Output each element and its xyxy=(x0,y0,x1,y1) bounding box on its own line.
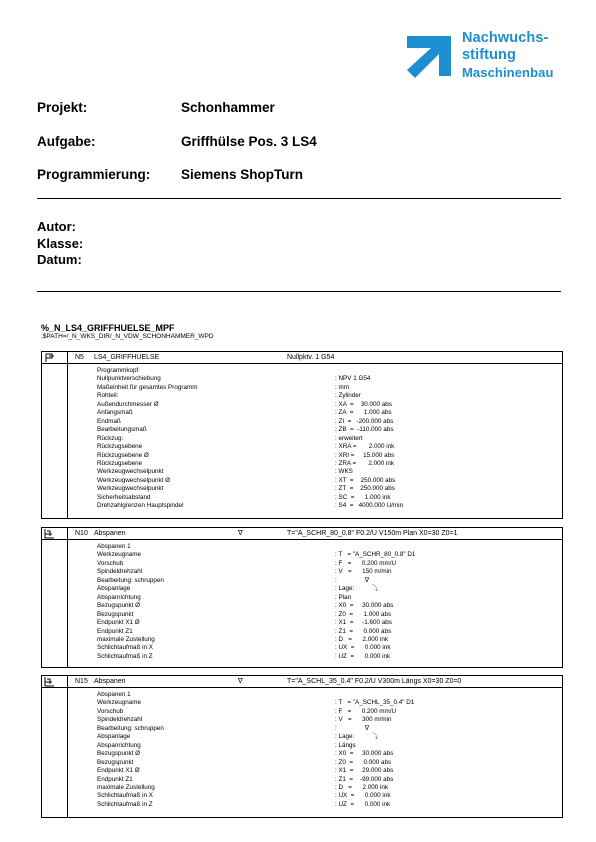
param-label: Rückzugsebene xyxy=(97,459,143,467)
param-value: : D = 2.000 ink xyxy=(335,783,389,791)
logo-line-2: stiftung xyxy=(462,47,516,63)
param-row xyxy=(42,392,562,400)
param-row xyxy=(42,409,562,417)
param-row xyxy=(42,742,562,750)
param-row xyxy=(42,628,562,636)
block-header-n5 xyxy=(41,351,563,364)
param-value: : UZ = 0.000 ink xyxy=(335,652,391,660)
block-body-n10 xyxy=(41,540,563,668)
param-value: : F = 0.200 mm/U xyxy=(335,707,397,715)
param-label: Sicherheitsabstand xyxy=(97,493,151,501)
param-value: : F = 0.200 mm/U xyxy=(335,559,397,567)
param-label: Drehzahlgrenzen Hauptspindel xyxy=(97,502,184,510)
param-value: : Längs xyxy=(335,741,356,749)
param-label: Bezugspunkt Ø xyxy=(97,602,141,610)
abspanen-icon xyxy=(42,676,68,687)
abspanen-icon xyxy=(42,528,68,539)
param-row xyxy=(42,401,562,409)
param-row xyxy=(42,792,562,800)
projekt-label: Projekt: xyxy=(37,100,88,115)
block-name: Abspanen xyxy=(94,529,126,537)
param-value: : UX = 0.000 ink xyxy=(335,792,391,800)
param-row xyxy=(42,733,562,741)
param-label: Rohteil: xyxy=(97,392,119,400)
param-row xyxy=(42,619,562,627)
param-value: : Z1 = -99.000 abs xyxy=(335,775,394,783)
param-value: : UZ = 0.000 ink xyxy=(335,800,391,808)
param-row xyxy=(42,477,562,485)
param-row xyxy=(42,426,562,434)
param-label: Endpunkt Z1 xyxy=(97,627,133,635)
param-value: : X0 = 30.000 abs xyxy=(335,750,394,758)
param-label: Abspanen 1 xyxy=(97,543,131,550)
param-label: Schlichtaufmaß in X xyxy=(97,644,153,652)
param-value: : NPV 1 G54 xyxy=(335,375,371,383)
param-value: : T = "A_SCHR_80_0.8" D1 xyxy=(335,551,416,559)
param-row xyxy=(42,725,562,733)
block-header-n10 xyxy=(41,527,563,540)
param-label: Abspanrichtung xyxy=(97,741,141,749)
param-value: : Lage: ⤵ xyxy=(335,585,379,593)
block-number: N5 xyxy=(75,353,84,361)
param-value: : X1 = 29.000 abs xyxy=(335,767,394,775)
param-label: Spindeldrehzahl xyxy=(97,716,143,724)
block-info: T="A_SCHR_80_0.8" F0.2/U V150m Plan X0=30 Z0=1 xyxy=(287,529,458,537)
block-header-n15 xyxy=(41,675,563,688)
param-label: Anfangsmaß xyxy=(97,409,133,417)
param-row xyxy=(42,560,562,568)
param-row xyxy=(42,418,562,426)
param-row xyxy=(42,367,562,375)
block-name: Abspanen xyxy=(94,677,126,685)
param-label: Endmaß xyxy=(97,417,121,425)
block-body-n5 xyxy=(41,364,563,519)
param-row xyxy=(42,801,562,809)
param-value: : XT = 250.000 abs xyxy=(335,476,396,484)
param-value: : XRI = 15.000 abs xyxy=(335,451,395,459)
param-row xyxy=(42,759,562,767)
param-label: Spindeldrehzahl xyxy=(97,568,143,576)
block-number: N10 xyxy=(75,529,88,537)
param-row xyxy=(42,435,562,443)
param-label: Abspanlage xyxy=(97,733,131,741)
param-row xyxy=(42,708,562,716)
param-row xyxy=(42,375,562,383)
param-value: : V = 150 m/min xyxy=(335,568,392,576)
param-row xyxy=(42,452,562,460)
param-label: Rückzug: xyxy=(97,434,124,442)
block-name: LS4_GRIFFHUELSE xyxy=(94,353,160,361)
param-value: : Lage: ⤵ xyxy=(335,733,379,741)
param-value: : mm xyxy=(335,383,349,391)
param-value: : Z0 = 0.000 abs xyxy=(335,758,392,766)
param-row xyxy=(42,784,562,792)
param-label: maximale Zustellung xyxy=(97,635,155,643)
param-row xyxy=(42,460,562,468)
autor-label: Autor: xyxy=(37,219,76,234)
logo-line-3: Maschinenbau xyxy=(462,65,554,80)
param-label: Bezugspunkt Ø xyxy=(97,750,141,758)
param-label: Endpunkt Z1 xyxy=(97,775,133,783)
param-label: Endpunkt X1 Ø xyxy=(97,767,140,775)
meta-block xyxy=(37,219,83,269)
param-value: : ∇ xyxy=(335,724,369,732)
param-row xyxy=(42,699,562,707)
param-label: Bezugspunkt xyxy=(97,758,134,766)
param-value: : T = "A_SCHL_35_0.4" D1 xyxy=(335,699,415,707)
program-header-icon xyxy=(42,352,68,363)
param-value: : SC = 1.000 ink xyxy=(335,493,391,501)
logo-text xyxy=(462,30,554,81)
param-row xyxy=(42,494,562,502)
klasse-label: Klasse: xyxy=(37,235,84,251)
param-row xyxy=(42,568,562,576)
program-title: %_N_LS4_GRIFFHUELSE_MPF xyxy=(41,323,175,333)
param-row xyxy=(42,776,562,784)
param-label: Werkzeugname xyxy=(97,699,141,707)
aufgabe-label: Aufgabe: xyxy=(37,134,96,149)
param-label: maximale Zustellung xyxy=(97,783,155,791)
param-row xyxy=(42,543,562,551)
param-row xyxy=(42,602,562,610)
param-label: Schlichtaufmaß in Z xyxy=(97,800,153,808)
programmierung-label: Programmierung: xyxy=(37,167,151,182)
param-label: Endpunkt X1 Ø xyxy=(97,619,140,627)
param-row xyxy=(42,468,562,476)
param-value: : Plan xyxy=(335,593,352,601)
param-label: Abspanen 1 xyxy=(97,691,131,698)
param-row xyxy=(42,644,562,652)
param-label: Schlichtaufmaß in Z xyxy=(97,652,153,660)
roughing-icon: ∇ xyxy=(238,530,243,537)
param-value: : XRA = 2.000 ink xyxy=(335,443,395,451)
block-info: Nullpktv. 1 G54 xyxy=(287,353,335,361)
param-row xyxy=(42,716,562,724)
param-label: Programmkopf xyxy=(97,367,139,374)
param-value: : X1 = -1.600 abs xyxy=(335,619,392,627)
param-label: Bezugspunkt xyxy=(97,610,134,618)
param-row xyxy=(42,594,562,602)
param-label: Vorschub xyxy=(97,707,124,715)
param-value: : ZI = -200.000 abs xyxy=(335,417,394,425)
param-label: Werkzeugwechselpunkt xyxy=(97,485,164,493)
param-label: Abspanrichtung xyxy=(97,593,141,601)
block-number: N15 xyxy=(75,677,88,685)
block-info: T="A_SCHL_35_0.4" F0.2/U V300m Längs X0=30 Z0=0 xyxy=(287,677,462,685)
divider-top xyxy=(37,198,561,199)
aufgabe-value: Griffhülse Pos. 3 LS4 xyxy=(181,134,317,149)
param-row xyxy=(42,577,562,585)
param-label: Rückzugsebene Ø xyxy=(97,451,149,459)
param-value: : ZA = 1.000 abs xyxy=(335,409,392,417)
param-label: Nullpunktverschiebung xyxy=(97,375,161,383)
param-label: Bearbeitung: schruppen xyxy=(97,724,164,732)
projekt-value: Schonhammer xyxy=(181,100,275,115)
param-value: : ZT = 250.000 abs xyxy=(335,485,395,493)
param-row xyxy=(42,691,562,699)
param-value: : V = 300 m/min xyxy=(335,716,392,724)
param-value: : Z1 = 0.000 abs xyxy=(335,627,392,635)
param-row xyxy=(42,636,562,644)
param-label: Schlichtaufmaß in X xyxy=(97,792,153,800)
roughing-icon: ∇ xyxy=(238,678,243,685)
param-row xyxy=(42,551,562,559)
param-value: : Z0 = 1.000 abs xyxy=(335,610,392,618)
param-row xyxy=(42,653,562,661)
param-value: : XA = 30.000 abs xyxy=(335,400,392,408)
param-label: Abspanlage xyxy=(97,585,131,593)
param-label: Bearbeitungsmaß xyxy=(97,426,147,434)
program-path: ;$PATH=/_N_WKS_DIR/_N_VDW_SCHONHAMMER_WPD xyxy=(41,333,214,340)
param-value: : S4 = 4000.000 U/min xyxy=(335,502,404,510)
param-label: Maßeinheit für gesamtes Programm xyxy=(97,383,198,391)
datum-label: Datum: xyxy=(37,252,82,267)
block-body-n15 xyxy=(41,688,563,818)
logo-line-1: Nachwuchs- xyxy=(462,30,549,46)
programmierung-value: Siemens ShopTurn xyxy=(181,167,304,182)
param-label: Vorschub xyxy=(97,559,124,567)
param-value: : UX = 0.000 ink xyxy=(335,644,391,652)
param-value: : Zylinder xyxy=(335,392,361,400)
param-label: Werkzeugwechselpunkt xyxy=(97,468,164,476)
param-value: : WKS xyxy=(335,468,353,476)
param-row xyxy=(42,443,562,451)
param-row xyxy=(42,384,562,392)
param-row xyxy=(42,611,562,619)
param-row xyxy=(42,750,562,758)
param-value: : ∇ xyxy=(335,576,369,584)
param-value: : erweitert xyxy=(335,434,363,442)
param-row xyxy=(42,485,562,493)
logo-arrow-icon xyxy=(405,32,457,80)
param-label: Rückzugsebene xyxy=(97,443,143,451)
param-value: : D = 2.000 ink xyxy=(335,635,389,643)
param-row xyxy=(42,767,562,775)
param-label: Außendurchmesser Ø xyxy=(97,400,159,408)
param-row xyxy=(42,585,562,593)
divider-bottom xyxy=(37,291,561,292)
param-value: : ZB = -110.000 abs xyxy=(335,426,394,434)
param-label: Bearbeitung: schruppen xyxy=(97,576,164,584)
param-value: : ZRA = 2.000 ink xyxy=(335,459,394,467)
param-value: : X0 = 30.000 abs xyxy=(335,602,394,610)
param-row xyxy=(42,502,562,510)
param-label: Werkzeugwechselpunkt Ø xyxy=(97,476,171,484)
param-label: Werkzeugname xyxy=(97,551,141,559)
